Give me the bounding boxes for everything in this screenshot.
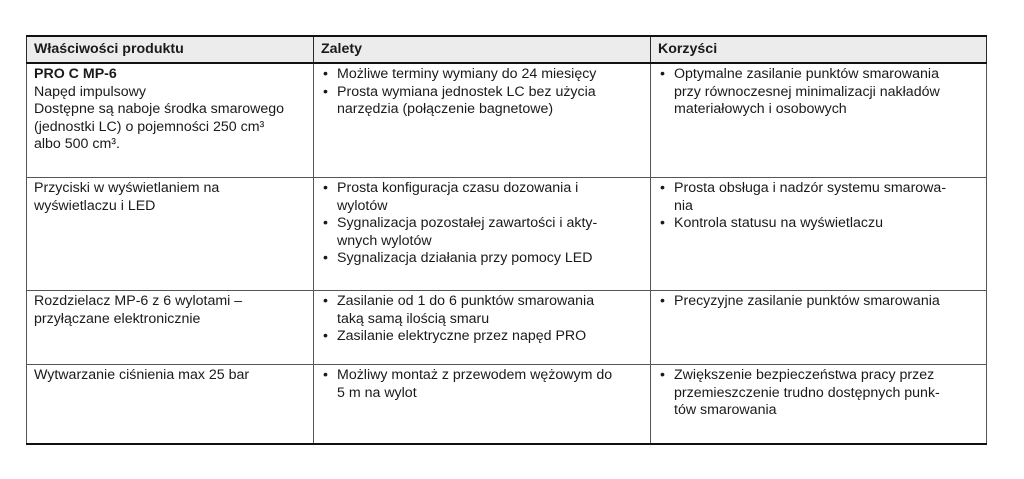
advantages-cell-list xyxy=(321,66,643,119)
benefit-item xyxy=(658,215,979,233)
benefits-cell-list xyxy=(658,180,979,233)
property-line: Napęd impulsowy xyxy=(34,83,146,100)
benefit-item-text: przy równoczesnej minimalizacji nakładów xyxy=(674,83,940,100)
property-cell xyxy=(27,291,314,365)
property-line: Rozdzielacz MP-6 z 6 wylotami – xyxy=(34,293,243,309)
header-benefits: Korzyści xyxy=(651,36,987,63)
bullet-icon: • xyxy=(660,215,665,232)
bullet-icon: • xyxy=(323,180,328,196)
benefit-item xyxy=(658,367,979,420)
advantage-item xyxy=(321,293,643,328)
property-line: przyłączane elektronicznie xyxy=(34,310,201,327)
bullet-icon: • xyxy=(323,293,328,309)
advantage-item xyxy=(321,180,643,215)
product-table xyxy=(26,35,987,445)
advantage-item xyxy=(321,84,643,119)
bullet-icon: • xyxy=(323,250,328,267)
benefit-item-text: Kontrola statusu na wyświetlaczu xyxy=(674,215,883,232)
table-row xyxy=(27,178,987,291)
benefits-cell xyxy=(651,291,987,365)
benefit-item-text: tów smarowania xyxy=(674,402,777,419)
property-line: Przyciski w wyświetlaniem na xyxy=(34,180,220,196)
advantages-cell xyxy=(314,365,651,445)
benefits-cell-list xyxy=(658,66,979,119)
advantage-item-text: Sygnalizacja działania przy pomocy LED xyxy=(337,250,593,267)
property-title: PRO C MP-6 xyxy=(34,66,117,82)
advantage-item-text: Zasilanie od 1 do 6 punktów smarowania xyxy=(337,293,595,309)
advantage-item xyxy=(321,367,643,402)
bullet-icon: • xyxy=(660,293,665,309)
advantages-cell xyxy=(314,63,651,178)
benefit-item-text: Prosta obsługa i nadzór systemu smarowa- xyxy=(674,180,947,196)
benefits-cell xyxy=(651,365,987,445)
benefit-item-text: Optymalne zasilanie punktów smarowania xyxy=(674,66,939,82)
advantage-item-text: Prosta konfiguracja czasu dozowania i xyxy=(337,180,579,196)
benefit-item-text: materiałowych i osobowych xyxy=(674,101,847,118)
advantage-item xyxy=(321,328,643,346)
advantage-item-text: Możliwy montaż z przewodem wężowym do xyxy=(337,367,613,383)
advantage-item-text: Prosta wymiana jednostek LC bez użycia xyxy=(337,83,596,100)
benefit-item-text: Precyzyjne zasilanie punktów smarowania xyxy=(674,293,940,309)
bullet-icon: • xyxy=(323,215,328,232)
advantages-cell-list xyxy=(321,367,643,402)
advantage-item-text: narzędzia (połączenie bagnetowe) xyxy=(337,101,554,118)
advantage-item xyxy=(321,66,643,84)
bullet-icon: • xyxy=(323,367,328,383)
benefits-cell-list xyxy=(658,293,979,311)
benefit-item xyxy=(658,66,979,119)
benefit-item xyxy=(658,180,979,215)
advantage-item-text: taką samą ilością smaru xyxy=(337,310,490,327)
advantage-item-text: wylotów xyxy=(337,197,388,214)
advantage-item-text: Sygnalizacja pozostałej zawartości i akty- xyxy=(337,215,598,232)
bullet-icon: • xyxy=(660,180,665,196)
advantage-item xyxy=(321,215,643,250)
benefits-cell xyxy=(651,178,987,291)
property-line: wyświetlaczu i LED xyxy=(34,197,156,214)
advantage-item-text: wnych wylotów xyxy=(337,232,432,249)
advantage-item-text: 5 m na wylot xyxy=(337,384,417,401)
advantage-item-text: Zasilanie elektryczne przez napęd PRO xyxy=(337,328,587,345)
property-cell xyxy=(27,365,314,445)
property-cell xyxy=(27,178,314,291)
benefits-cell xyxy=(651,63,987,178)
advantage-item xyxy=(321,250,643,268)
benefit-item-text: nia xyxy=(674,197,693,214)
bullet-icon: • xyxy=(323,66,328,82)
advantages-cell xyxy=(314,291,651,365)
bullet-icon: • xyxy=(323,83,328,100)
benefit-item xyxy=(658,293,979,311)
property-line: (jednostki LC) o pojemności 250 cm³ xyxy=(34,118,265,135)
advantage-item-text: Możliwe terminy wymiany do 24 miesięcy xyxy=(337,66,597,82)
header-row xyxy=(27,36,987,63)
bullet-icon: • xyxy=(660,367,665,383)
header-advantages: Zalety xyxy=(314,36,651,63)
bullet-icon: • xyxy=(323,328,328,345)
table-row xyxy=(27,63,987,178)
table-row xyxy=(27,365,987,445)
advantages-cell-list xyxy=(321,293,643,346)
bullet-icon: • xyxy=(660,66,665,82)
benefits-cell-list xyxy=(658,367,979,420)
property-line: Wytwarzanie ciśnienia max 25 bar xyxy=(34,367,250,383)
table-row xyxy=(27,291,987,365)
benefit-item-text: przemieszczenie trudno dostępnych punk- xyxy=(674,384,940,401)
benefit-item-text: Zwiększenie bezpieczeństwa pracy przez xyxy=(674,367,935,383)
advantages-cell xyxy=(314,178,651,291)
advantages-cell-list xyxy=(321,180,643,268)
property-line: Dostępne są naboje środka smarowego xyxy=(34,101,285,118)
header-properties: Właściwości produktu xyxy=(27,36,314,63)
property-line: albo 500 cm³. xyxy=(34,136,120,153)
property-cell xyxy=(27,63,314,178)
